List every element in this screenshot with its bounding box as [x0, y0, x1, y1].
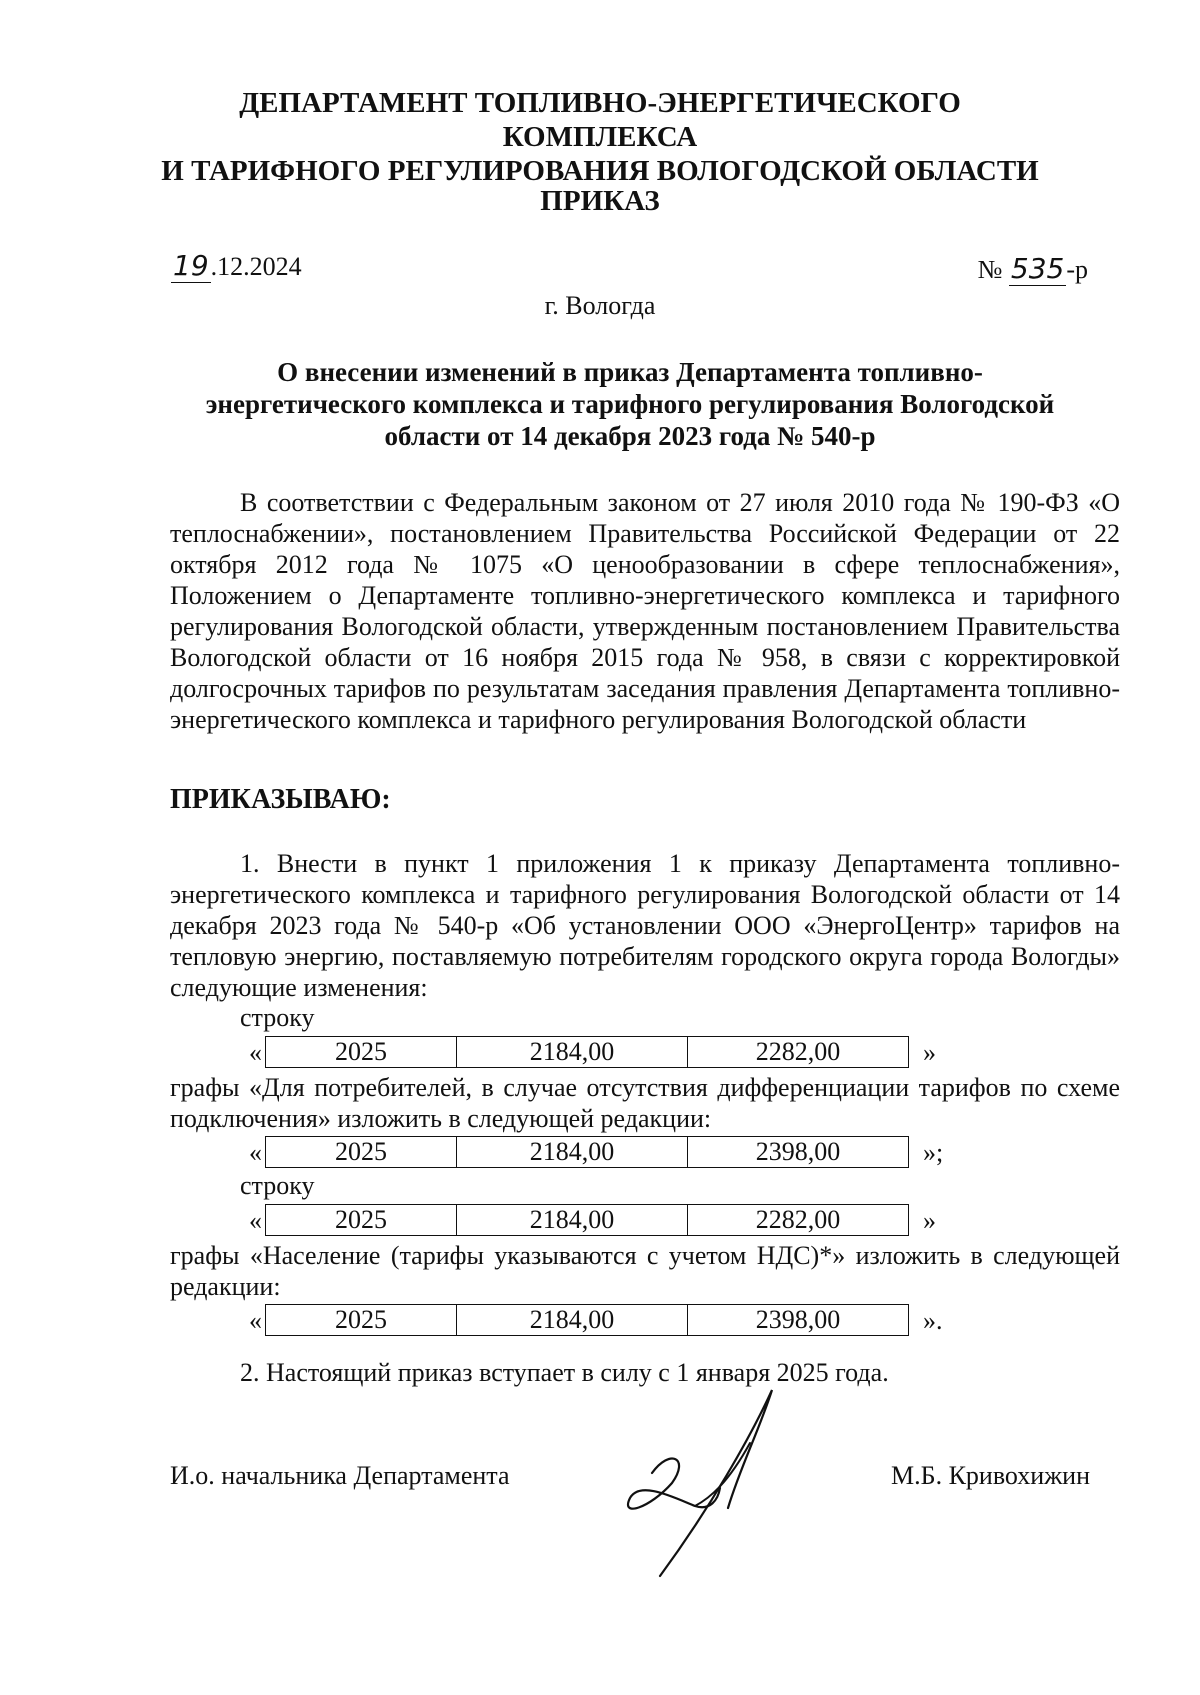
- stroku-label-2: строку: [240, 1171, 315, 1200]
- preamble-paragraph: В соответствии с Федеральным законом от 27 июля 2010 года № 190-ФЗ «О теплоснабжении», постановлением Правительства Российской Федерации от 22 октября 2012 года № 1075 «О ценообразовании в сфере теплоснабжения», Положением о Департаменте топливно-энергетического комплекса и тарифного регулирования Вологодской области, утвержденным постановлением Правительства Вологодской области от 16 ноября 2015 года № 958, в связи с корректировкой долгосрочных тарифов по результатам заседания правления Департамента топливно-энергетического комплекса и тарифного регулирования Вологодской области: [170, 488, 1120, 734]
- cell-value-2: 2282,00: [755, 1205, 841, 1234]
- quote-close: »: [923, 1205, 936, 1235]
- order-number: [978, 253, 1088, 285]
- tariff-row-new-2: [238, 1303, 943, 1337]
- cell-year: 2025: [266, 1205, 457, 1235]
- quote-close: ».: [923, 1305, 943, 1335]
- date-rest: .12.2024: [210, 252, 302, 281]
- cell-value-2: 2398,00: [755, 1305, 841, 1334]
- quote-open: «: [249, 1205, 262, 1235]
- department-line-2: И ТАРИФНОГО РЕГУЛИРОВАНИЯ ВОЛОГОДСКОЙ ОБЛАСТИ: [161, 155, 1039, 187]
- cell-value-2: 2282,00: [755, 1037, 841, 1066]
- tariff-table: [265, 1204, 909, 1236]
- subject-line-1: О внесении изменений в приказ Департамента топливно-: [277, 357, 983, 387]
- decree-heading: ПРИКАЗЫВАЮ:: [170, 784, 391, 815]
- quote-open: «: [249, 1137, 262, 1167]
- subject-line-2: энергетического комплекса и тарифного регулирования Вологодской: [205, 389, 1055, 419]
- department-line-1: ДЕПАРТАМЕНТ ТОПЛИВНО-ЭНЕРГЕТИЧЕСКОГО КОМПЛЕКСА: [239, 87, 961, 153]
- tariff-table: [265, 1136, 909, 1168]
- cell-value-1: 2184,00: [457, 1137, 688, 1167]
- cell-year: 2025: [266, 1305, 457, 1335]
- tariff-row-new-1: [238, 1135, 943, 1169]
- cell-year: 2025: [266, 1037, 457, 1067]
- cell-value-1: 2184,00: [457, 1305, 688, 1335]
- number-handwritten: 535: [1010, 252, 1065, 285]
- quote-close: »;: [923, 1137, 944, 1167]
- tariff-table: [265, 1036, 909, 1068]
- quote-close: »: [923, 1037, 936, 1067]
- tariff-table: [265, 1304, 909, 1336]
- item-1-paragraph: 1. Внести в пункт 1 приложения 1 к приказу Департамента топливно-энергетического комплекса и тарифного регулирования Вологодской области от 14 декабря 2023 года № 540-р «Об установлении ООО «ЭнергоЦентр» тарифов на тепловую энергию, поставляемую потребителям городского округа города Вологды» следующие изменения:: [170, 849, 1120, 1002]
- graph-1-text: графы «Для потребителей, в случае отсутствия дифференциации тарифов по схеме подключения» изложить в следующей редакции:: [170, 1073, 1120, 1133]
- city: г. Вологда: [544, 291, 656, 320]
- cell-value-2: 2398,00: [755, 1137, 841, 1166]
- order-title: ПРИКАЗ: [540, 185, 660, 217]
- item-2-paragraph: 2. Настоящий приказ вступает в силу с 1 января 2025 года.: [240, 1358, 889, 1387]
- date-day-handwritten: 19: [173, 249, 209, 282]
- cell-year: 2025: [266, 1137, 457, 1167]
- signatory-name: М.Б. Кривохижин: [891, 1461, 1090, 1490]
- number-suffix: -р: [1066, 255, 1088, 284]
- order-subject: [160, 356, 1100, 452]
- subject-line-3: области от 14 декабря 2023 года № 540-р: [384, 421, 876, 451]
- handwritten-signature: [600, 1388, 790, 1588]
- cell-value-1: 2184,00: [457, 1037, 688, 1067]
- signatory-position: И.о. начальника Департамента: [170, 1461, 510, 1490]
- order-date: [171, 250, 302, 282]
- quote-open: «: [249, 1037, 262, 1067]
- tariff-row-old-2: [238, 1203, 936, 1237]
- tariff-row-old-1: [238, 1035, 936, 1069]
- stroku-label-1: строку: [240, 1003, 315, 1032]
- number-sign: №: [977, 255, 1003, 284]
- quote-open: «: [249, 1305, 262, 1335]
- cell-value-1: 2184,00: [457, 1205, 688, 1235]
- department-header: [140, 86, 1060, 188]
- graph-2-text: графы «Население (тарифы указываются с учетом НДС)*» изложить в следующей редакции:: [170, 1241, 1120, 1301]
